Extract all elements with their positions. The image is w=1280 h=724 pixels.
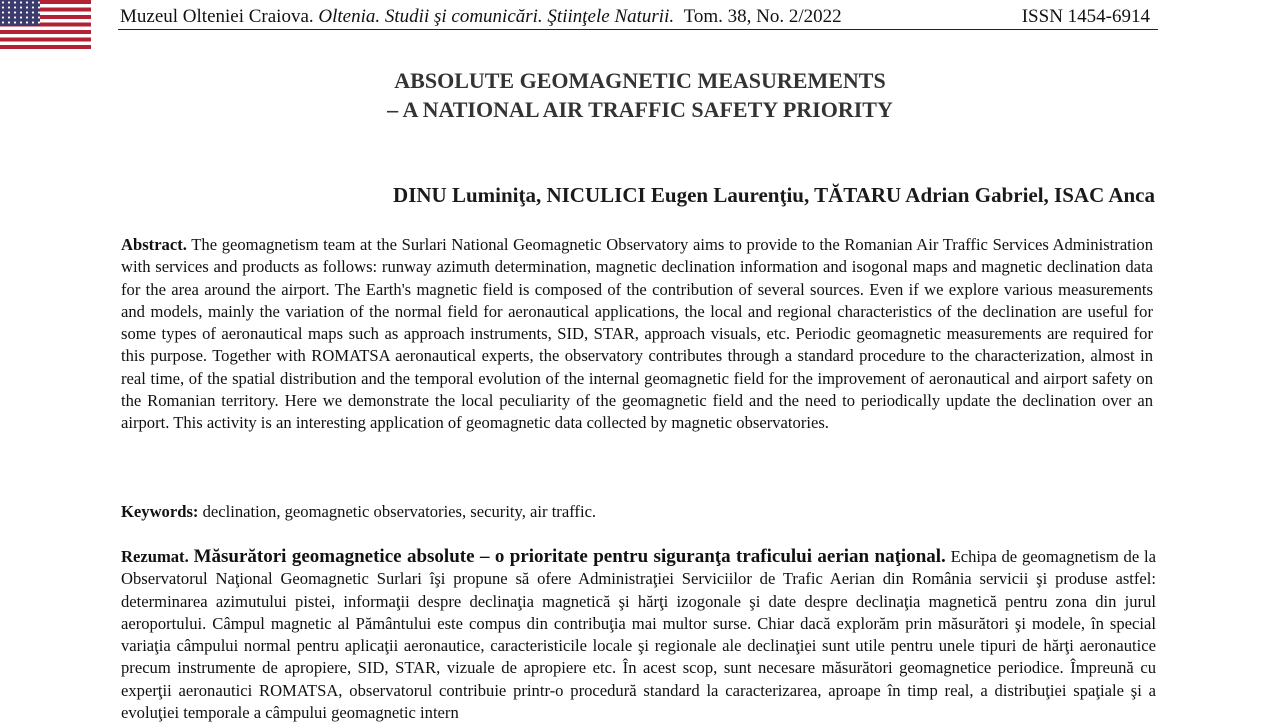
authors: DINU Luminiţa, NICULICI Eugen Laurenţiu, TĂTARU Adrian Gabriel, ISAC Anca [393, 183, 1155, 207]
rezumat-text: Echipa de geomagnetism de la Observatorul Naţional Geomagnetic Surlari îşi propune să ofere Administraţiei Serviciilor de Trafic Aerian din România servicii şi produse astfel: determinarea azimutului pistei, informaţii despre declinaţia magnetică şi hărţi izogonale şi date despre declinaţia magnetică pentru zona din jurul aeroportului. Câmpul magnetic al Pământului este compus din contribuţia mai multor surse. Chiar dacă explorăm prin măsurători şi modele, în special variaţia câmpului normal pentru aplicaţii aeronautice, caracteristicile locale şi regionale ale declinaţiei sunt utile pentru unele tipuri de hărţi aeronautice precum instrumente de apropiere, SID, STAR, vizuale de apropiere etc. În acest scop, sunt necesare măsurători geomagnetice periodice. Împreună cu experţii aeronautici ROMATSA, observatorul contribuie printr-o procedură standard la caracterizarea, aproape în timp real, a distribuţiei spaţiale şi a evoluţiei temporale a câmpului geomagnetic intern [121, 547, 1156, 723]
keywords [121, 501, 1153, 523]
title-line-1: ABSOLUTE GEOMAGNETIC MEASUREMENTS [394, 68, 886, 93]
abstract-label: Abstract. [121, 235, 187, 254]
rezumat-title: Măsurători geomagnetice absolute – o prioritate pentru siguranţa traficului aerian naţional. [193, 546, 946, 567]
keywords-label: Keywords: [121, 502, 199, 521]
journal-citation [120, 6, 842, 28]
flag-canton [0, 0, 40, 26]
volume-info: Tom. 38, No. 2/2022 [683, 6, 842, 27]
issn: ISSN 1454-6914 [1021, 6, 1150, 27]
rezumat [121, 546, 1156, 724]
museum-name: Muzeul Olteniei Craiova. [120, 6, 314, 27]
rezumat-label: Rezumat. [121, 547, 189, 566]
abstract-text: The geomagnetism team at the Surlari National Geomagnetic Observatory aims to provide to the Romanian Air Traffic Services Administration with services and products as follows: runway azimuth determination, magnetic declination information and isogonal maps and magnetic declination data for the area around the airport. The Earth's magnetic field is composed of the contribution of several sources. Even if we explore various measurements and models, mainly the variation of the normal field for aeronautical applications, the local and regional characteristics of the declination are useful for some types of aeronautical maps such as approach instruments, SID, STAR, approach visuals, etc. Periodic geomagnetic measurements are required for this purpose. Together with ROMATSA aeronautical experts, the observatory contributes through a standard procedure to the characterization, almost in real time, of the spatial distribution and the temporal evolution of the internal geomagnetic field for the improvement of aeronautical and airport safety on the Romanian territory. Here we demonstrate the local peculiarity of the geomagnetic field and the need to periodically update the declination over an airport. This activity is an interesting application of geomagnetic data collected by magnetic observatories. [121, 235, 1153, 433]
header-rule [118, 29, 1158, 30]
journal-name: Oltenia. Studii şi comunicări. Ştiinţele Naturii. [318, 6, 675, 27]
keywords-text: declination, geomagnetic observatories, security, air traffic. [202, 502, 597, 521]
abstract [121, 234, 1153, 435]
us-flag-icon [0, 0, 91, 49]
running-head [120, 6, 1154, 30]
paper-title [140, 66, 1140, 124]
title-line-2: – A NATIONAL AIR TRAFFIC SAFETY PRIORITY [387, 97, 893, 122]
